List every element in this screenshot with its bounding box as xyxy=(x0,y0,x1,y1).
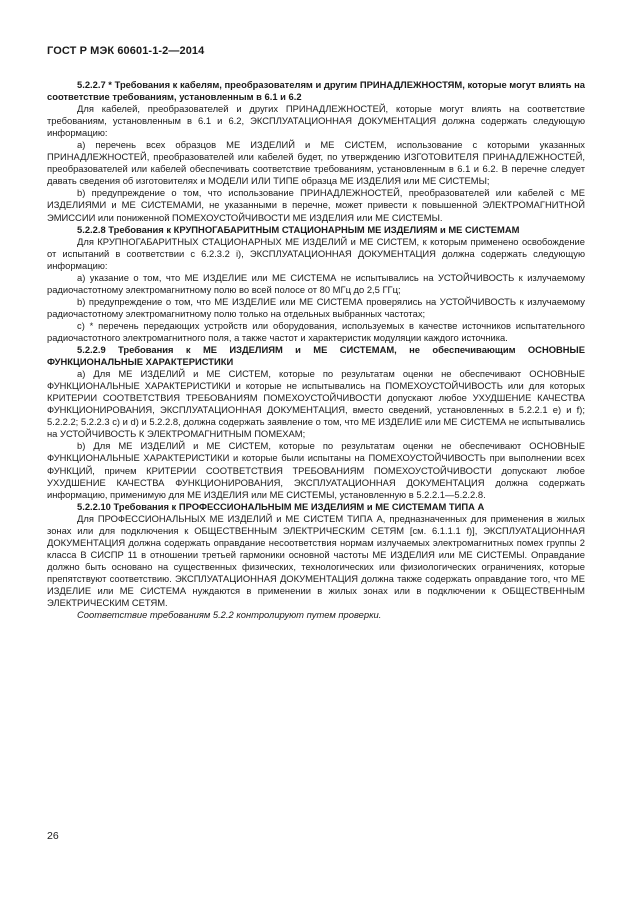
heading-5-2-2-9: 5.2.2.9 Требования к МЕ ИЗДЕЛИЯМ и МЕ СИСТЕМАМ, не обеспечивающим ОСНОВНЫЕ ФУНКЦИОНАЛЬНЫЕ ХАРАКТЕРИСТИКИ xyxy=(47,344,585,368)
paragraph: Для кабелей, преобразователей и других ПРИНАДЛЕЖНОСТЕЙ, которые могут влиять на соответствие требованиям, установленным в 6.1 и 6.2, ЭКСПЛУАТАЦИОННАЯ ДОКУМЕНТАЦИЯ должна содержать следующую информацию: xyxy=(47,103,585,139)
paragraph: Для ПРОФЕССИОНАЛЬНЫХ МЕ ИЗДЕЛИЙ и МЕ СИСТЕМ ТИПА А, предназначенных для применения в жилых зонах или для подключения к ОБЩЕСТВЕННЫМ ЭЛЕКТРИЧЕСКИМ СЕТЯМ [см. 6.1.1.1 f)], ЭКСПЛУАТАЦИОННАЯ ДОКУМЕНТАЦИЯ должна содержать оправдание несоответствия нормам излучаемых электромагнитных помех группы 2 класса В СИСПР 11 в отношении третьей гармоники основной частоты МЕ ИЗДЕЛИЯ или МЕ СИСТЕМЫ. Оправдание должно быть основано на существенных физических, технологических или физиологических ограничениях, которые препятствуют соответствию. ЭКСПЛУАТАЦИОННАЯ ДОКУМЕНТАЦИЯ должна также содержать оправдание того, что МЕ ИЗДЕЛИЕ или МЕ СИСТЕМА нуждаются в применении в жилых зонах или в подключении к ОБЩЕСТВЕННЫМ ЭЛЕКТРИЧЕСКИМ СЕТЯМ. xyxy=(47,512,585,609)
list-item-b: b) предупреждение о том, что использование ПРИНАДЛЕЖНОСТЕЙ, преобразователей или кабелей с МЕ ИЗДЕЛИЯМИ и МЕ СИСТЕМАМИ, не указанными в перечне, может привести к повышенной ЭЛЕКТРОМАГНИТНОЙ ЭМИССИИ или пониженной ПОМЕХОУСТОЙЧИВОСТИ МЕ ИЗДЕЛИЯ или МЕ СИСТЕМЫ. xyxy=(47,187,585,223)
list-item-a: а) Для МЕ ИЗДЕЛИЙ и МЕ СИСТЕМ, которые по результатам оценки не обеспечивают ОСНОВНЫЕ ФУНКЦИОНАЛЬНЫЕ ХАРАКТЕРИСТИКИ и которые не испытывались на ПОМЕХОУСТОЙЧИВОСТЬ или для которых КРИТЕРИИ СООТВЕТСТВИЯ ТРЕБОВАНИЯМ ПОМЕХОУСТОЙЧИВОСТИ допускают любое УХУДШЕНИЕ КАЧЕСТВА ФУНКЦИОНИРОВАНИЯ, ЭКСПЛУАТАЦИОННАЯ ДОКУМЕНТАЦИЯ, вместо сведений, установленных в 5.2.2.1 е) и f); 5.2.2.2; 5.2.2.3 с) и d) и 5.2.2.8, должна содержать заявление о том, что МЕ ИЗДЕЛИЕ или МЕ СИСТЕМА не испытывались на УСТОЙЧИВОСТЬ К ЭЛЕКТРОМАГНИТНЫМ ПОМЕХАМ; xyxy=(47,368,585,440)
heading-5-2-2-8: 5.2.2.8 Требования к КРУПНОГАБАРИТНЫМ СТАЦИОНАРНЫМ МЕ ИЗДЕЛИЯМ и МЕ СИСТЕМАМ xyxy=(77,223,520,235)
list-item-a: а) указание о том, что МЕ ИЗДЕЛИЕ или МЕ СИСТЕМА не испытывались на УСТОЙЧИВОСТЬ к излучаемому радиочастотному электромагнитному полю во всей полосе от 80 МГц до 2,5 ГГц; xyxy=(47,271,585,295)
page-number: 26 xyxy=(47,830,59,842)
heading-5-2-2-10: 5.2.2.10 Требования к ПРОФЕССИОНАЛЬНЫМ МЕ ИЗДЕЛИЯМ и МЕ СИСТЕМАМ ТИПА А xyxy=(77,500,485,512)
standard-header: ГОСТ Р МЭК 60601-1-2—2014 xyxy=(47,45,205,57)
document-body xyxy=(47,79,585,621)
list-item-b: b) Для МЕ ИЗДЕЛИЙ и МЕ СИСТЕМ, которые по результатам оценки не обеспечивают ОСНОВНЫЕ ФУНКЦИОНАЛЬНЫЕ ХАРАКТЕРИСТИКИ и которые были испытаны на ПОМЕХОУСТОЙЧИВОСТЬ при выполнении всех ФУНКЦИЙ, причем КРИТЕРИИ СООТВЕТСТВИЯ ТРЕБОВАНИЯМ ПОМЕХОУСТОЙЧИВОСТИ допускают любое УХУДШЕНИЕ КАЧЕСТВА ФУНКЦИОНИРОВАНИЯ, ЭКСПЛУАТАЦИОННАЯ ДОКУМЕНТАЦИЯ должна содержать информацию, применимую для МЕ ИЗДЕЛИЯ или МЕ СИСТЕМЫ, установленную в 5.2.2.1—5.2.2.8. xyxy=(47,440,585,500)
paragraph: Для КРУПНОГАБАРИТНЫХ СТАЦИОНАРНЫХ МЕ ИЗДЕЛИЙ и МЕ СИСТЕМ, к которым применено освобождение от испытаний в соответствии с 6.2.3.2 i), ЭКСПЛУАТАЦИОННАЯ ДОКУМЕНТАЦИЯ должна содержать следующую информацию: xyxy=(47,235,585,271)
list-item-c: с) * перечень передающих устройств или оборудования, используемых в качестве источников испытательного радиочастотного электромагнитного поля, а также частот и характеристик модуляции каждого источника. xyxy=(47,319,585,343)
list-item-b: b) предупреждение о том, что МЕ ИЗДЕЛИЕ или МЕ СИСТЕМА проверялись на УСТОЙЧИВОСТЬ к излучаемому радиочастотному электромагнитному полю только на отдельных выбранных частотах; xyxy=(47,295,585,319)
compliance-note: Соответствие требованиям 5.2.2 контролируют путем проверки. xyxy=(77,609,382,621)
list-item-a: а) перечень всех образцов МЕ ИЗДЕЛИЙ и МЕ СИСТЕМ, использование с которыми указанных ПРИНАДЛЕЖНОСТЕЙ, преобразователей или кабелей будет, по утверждению ИЗГОТОВИТЕЛЯ ПРИНАДЛЕЖНОСТЕЙ, преобразователей или кабелей обеспечивать соответствие требованиям, установленным в 6.1 и 6.2. В перечне следует давать сведения об изготовителях и МОДЕЛИ ИЛИ ТИПЕ образца МЕ ИЗДЕЛИЯ или МЕ СИСТЕМЫ; xyxy=(47,139,585,187)
heading-5-2-2-7: 5.2.2.7 * Требования к кабелям, преобразователям и другим ПРИНАДЛЕЖНОСТЯМ, которые могут влиять на соответствие требованиям, установленным в 6.1 и 6.2 xyxy=(47,79,585,103)
